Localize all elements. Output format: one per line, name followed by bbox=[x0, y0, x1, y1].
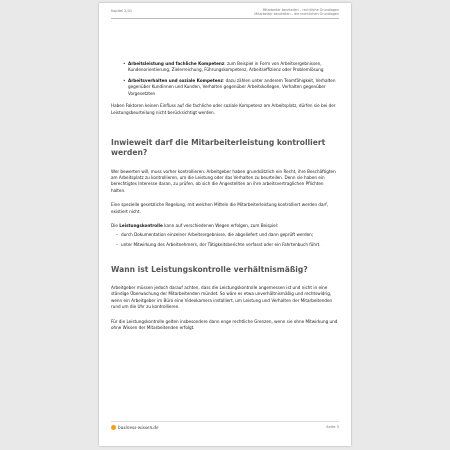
competence-desc: : dazu zählen unter anderem Teamfähigkeit, Verhalten gegenüber Kundinnen und Kunden, Verhalten gegenüber Arbeitskollegen, Verhalten gegenüber Vorgesetzten bbox=[128, 77, 336, 96]
section-heading-control: Inwieweit darf die Mitarbeiterleistung kontrolliert werden? bbox=[111, 138, 326, 158]
text-emphasis: Leistungskontrolle bbox=[119, 223, 163, 229]
list-item bbox=[123, 61, 339, 74]
paragraph-control-2: Eine spezielle gesetzliche Regelung, mit welchen Mitteln die Mitarbeiterleistung kontrolliert werden darf, existiert nicht. bbox=[111, 202, 329, 214]
header-title-line2: Mitarbeiter beurteilen – die rechtlichen Grundlagen bbox=[254, 12, 339, 17]
competence-term: Arbeitsleistung und fachliche Kompetenz bbox=[128, 61, 225, 66]
section-heading-proportionality: Wann ist Leistungskontrolle verhältnismäßig? bbox=[111, 264, 308, 274]
list-item bbox=[123, 78, 339, 97]
header-title-line1: Mitarbeiter beurteilen – rechtliche Grundlagen bbox=[262, 8, 339, 12]
paragraph-leistungskontrolle bbox=[111, 223, 339, 229]
document-page bbox=[99, 3, 351, 446]
list-item: – durch Dokumentation einzelner Arbeitsergebnisse, die abgeliefert und dann geprüft werden; bbox=[116, 232, 339, 238]
paragraph-factors: Haben Faktoren keinen Einfluss auf die fachliche oder soziale Kompetenz am Arbeitsplatz, dürfen sie bei der Leistungsbeurteilung nicht berücksichtigt werden. bbox=[111, 103, 336, 115]
header-chapter: Kapitel 2/41 bbox=[111, 9, 133, 13]
page-number: Seite 3 bbox=[326, 425, 339, 429]
text-fragment: kann auf verschiedenen Wegen erfolgen, zum Beispiel: bbox=[162, 223, 279, 229]
paragraph-control-1: Wer bewerten will, muss vorher kontrollieren. Arbeitgeber haben grundsätzlich ein Recht, ihre Beschäftigten am Arbeitsplatz zu kontrollieren, um die Leistung oder das Verhalten zu beurteilen. Denn sie haben ein berechtigtes Interesse daran, zu prüfen, ob sich die Angestellten an ihre arbeitsvertraglichen Pflichten halten. bbox=[111, 168, 336, 193]
footer-logo bbox=[111, 425, 159, 430]
footer-divider bbox=[111, 421, 339, 422]
control-ways-list bbox=[116, 232, 339, 249]
header-title bbox=[254, 8, 339, 16]
list-item: – unter Mitwirkung des Arbeitnehmers, der Tätigkeitsberichte verfasst oder ein Fahrtenbuch führt. bbox=[116, 242, 339, 248]
text-fragment: Die bbox=[111, 223, 120, 229]
page-content bbox=[111, 61, 339, 331]
logo-text: business-wissen.de bbox=[118, 425, 159, 430]
competence-desc: : zum Beispiel in Form von Arbeitsergebnissen, Kundenorientierung, Zielerreichung, Führungskompetenz, Arbeitseffizienz oder Problemlösung bbox=[128, 61, 324, 73]
competence-list bbox=[123, 61, 339, 97]
paragraph-proportionality-2: Für die Leistungskontrolle gelten insbesondere dann enge rechtliche Grenzen, wenn sie ohne Mitwirkung und ohne Wissen der Mitarbeitenden erfolgt. bbox=[111, 318, 338, 330]
paragraph-proportionality-1: Arbeitgeber müssen jedoch darauf achten, dass die Leistungskontrolle angemessen ist und nicht in eine ständige Überwachung der Mitarbeitenden mündet. So wäre es etwa unverhältnismäßig und rechtswidrig, wenn ein Arbeitgeber im Büro eine Videokamera installiert, um Leistung und Verhalten der Mitarbeitenden rund um die Uhr zu kontrollieren. bbox=[111, 284, 333, 310]
logo-dot-icon bbox=[111, 425, 116, 430]
header-divider bbox=[111, 18, 339, 19]
competence-term: Arbeitsverhalten und soziale Kompetenz bbox=[128, 77, 223, 83]
